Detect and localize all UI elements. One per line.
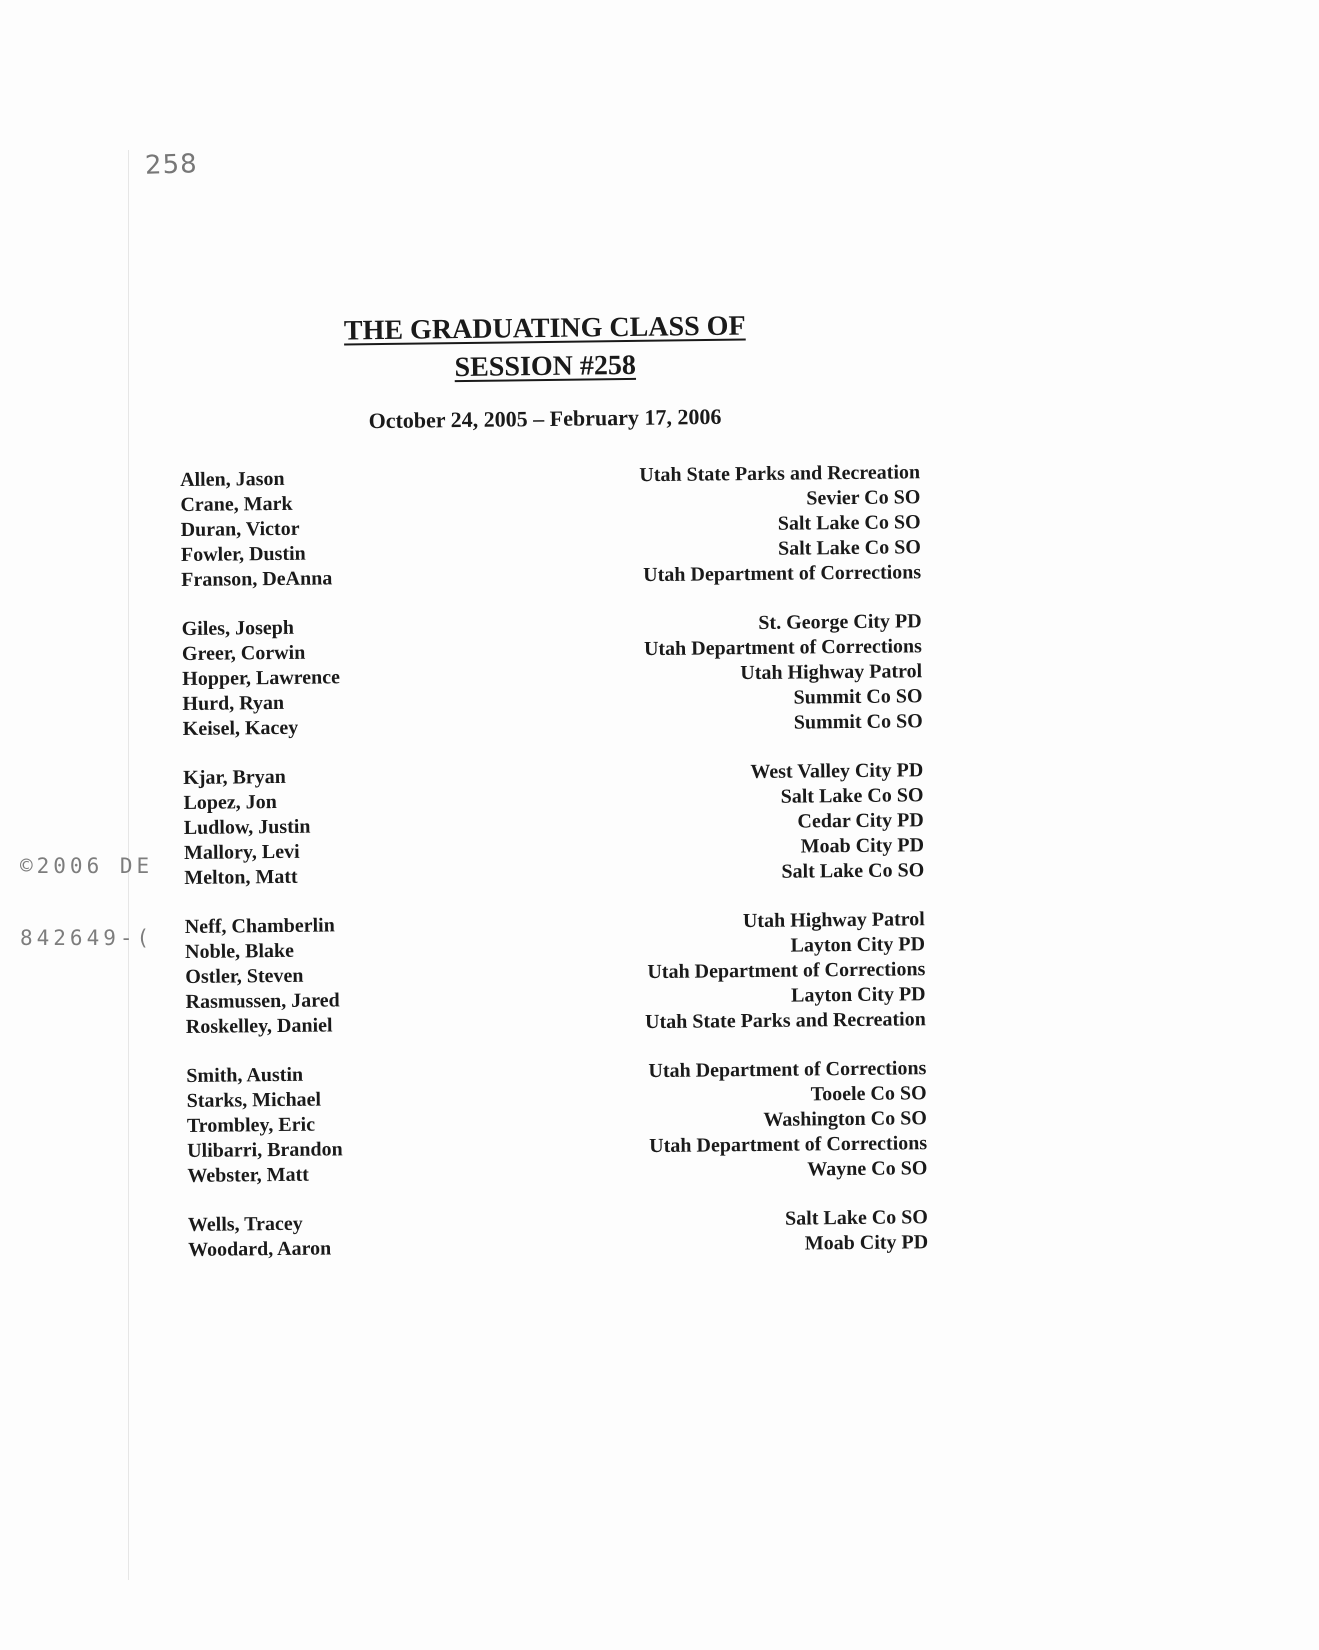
roster-group [182, 609, 923, 742]
graduate-agency: Washington Co SO [763, 1107, 927, 1131]
roster-group [185, 907, 926, 1040]
graduate-name: Ulibarri, Brandon [187, 1138, 343, 1162]
graduate-agency: Utah Department of Corrections [648, 1057, 927, 1083]
title-line-2: SESSION #258 [454, 349, 637, 384]
graduate-name: Mallory, Levi [183, 840, 300, 864]
graduate-name: Starks, Michael [186, 1088, 322, 1112]
graduate-agency: West Valley City PD [750, 759, 924, 784]
graduate-name: Melton, Matt [184, 865, 298, 889]
graduate-agency: Utah State Parks and Recreation [639, 461, 921, 487]
graduate-agency: Utah Department of Corrections [649, 1132, 928, 1158]
graduate-name: Noble, Blake [184, 939, 295, 963]
graduate-agency: Utah Highway Patrol [740, 660, 923, 685]
graduate-name: Greer, Corwin [181, 641, 306, 665]
graduate-agency: Layton City PD [790, 933, 926, 957]
graduate-agency: Salt Lake Co SO [777, 511, 921, 535]
graduate-agency: Utah Department of Corrections [643, 635, 923, 661]
graduate-name: Allen, Jason [180, 467, 285, 491]
graduate-name: Kjar, Bryan [183, 765, 286, 789]
handwritten-page-number: 258 [144, 149, 199, 181]
graduate-name: Hopper, Lawrence [182, 666, 341, 690]
graduate-name: Roskelley, Daniel [185, 1014, 333, 1038]
graduate-name: Hurd, Ryan [182, 691, 285, 715]
graduate-name: Crane, Mark [180, 492, 293, 516]
graduate-name: Trombley, Eric [186, 1113, 316, 1137]
document-title [300, 307, 791, 389]
graduate-name: Franson, DeAnna [181, 567, 333, 591]
graduate-agency: St. George City PD [758, 610, 922, 634]
graduate-name: Giles, Joseph [181, 616, 295, 640]
graduate-name: Lopez, Jon [183, 791, 277, 814]
graduate-agency: Salt Lake Co SO [781, 859, 925, 883]
graduate-agency: Summit Co SO [793, 710, 923, 734]
graduate-agency: Summit Co SO [793, 685, 923, 709]
graduate-agency: Tooele Co SO [810, 1082, 927, 1106]
graduate-agency: Moab City PD [800, 834, 925, 858]
graduate-name: Fowler, Dustin [180, 542, 306, 566]
graduate-agency: Wayne Co SO [807, 1157, 928, 1181]
graduate-agency: Utah Department of Corrections [647, 958, 926, 984]
graduate-agency: Sevier Co SO [806, 486, 921, 510]
graduate-agency: Salt Lake Co SO [784, 1206, 929, 1230]
graduate-name: Wells, Tracey [187, 1212, 303, 1236]
graduate-name: Duran, Victor [180, 517, 300, 541]
graduate-agency: Utah State Parks and Recreation [644, 1008, 926, 1034]
graduate-name: Smith, Austin [186, 1063, 304, 1087]
graduate-agency: Moab City PD [804, 1231, 929, 1255]
roster-group [186, 1056, 927, 1189]
graduate-name: Neff, Chamberlin [184, 914, 335, 938]
printed-stamp [20, 806, 153, 974]
graduate-agency: Layton City PD [790, 983, 926, 1007]
graduate-name: Woodard, Aaron [188, 1237, 332, 1261]
graduate-roster [180, 460, 929, 1287]
stamp-line-2: 842649-( [20, 926, 154, 950]
graduate-name: Ostler, Steven [185, 964, 304, 988]
graduate-name: Webster, Matt [187, 1163, 309, 1187]
roster-group [180, 460, 921, 593]
graduate-agency: Utah Highway Patrol [742, 908, 925, 933]
session-dates: October 24, 2005 – February 17, 2006 [368, 403, 722, 434]
graduate-name: Ludlow, Justin [183, 815, 311, 839]
roster-group [183, 758, 924, 891]
graduate-name: Rasmussen, Jared [185, 989, 340, 1013]
roster-group [188, 1205, 928, 1263]
graduate-agency: Utah Department of Corrections [643, 561, 922, 587]
graduate-agency: Salt Lake Co SO [777, 536, 921, 560]
title-line-1: THE GRADUATING CLASS OF [343, 310, 746, 347]
graduate-name: Keisel, Kacey [182, 716, 299, 740]
graduate-agency: Salt Lake Co SO [780, 784, 924, 808]
stamp-line-1: ©2006 DE [20, 854, 154, 878]
graduate-agency: Cedar City PD [797, 809, 924, 833]
